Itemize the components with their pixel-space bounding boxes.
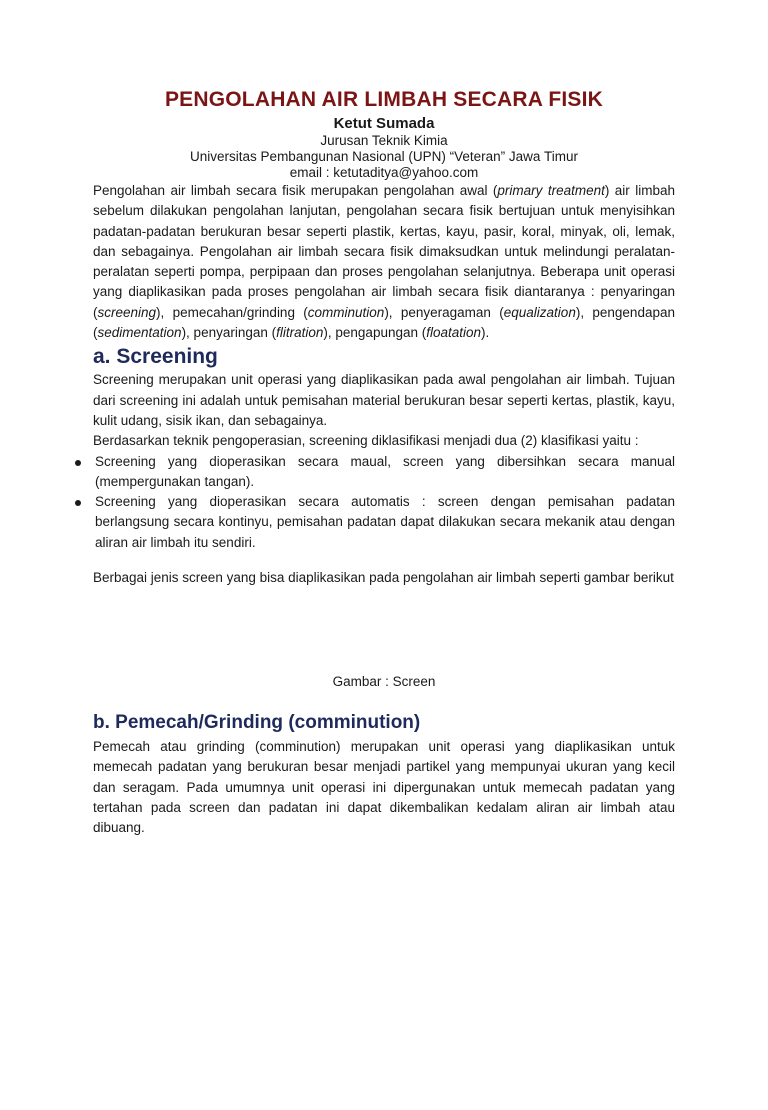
intro-paragraph: Pengolahan air limbah secara fisik merupakan pengolahan awal (primary treatment) air limbah sebelum dilakukan pengolahan lanjutan, pengolahan secara fisik bertujuan untuk menyisihkan padatan-padatan berukuran besar seperti plastik, kertas, kayu, pasir, koral, minyak, oli, lemak, dan sebagainya. Pengolahan air limbah secara fisik dimaksudkan untuk melindungi peralatan-peralatan seperti pompa, perpipaan dan proses pengolahan selanjutnya. Beberapa unit operasi yang diaplikasikan pada proses pengolahan air limbah secara fisik diantaranya : penyaringan (screening), pemecahan/grinding (comminution), penyeragaman (equalization), pengendapan (sedimentation), penyaringan (flitration), pengapungan (floatation).: [93, 183, 675, 341]
document-title: PENGOLAHAN AIR LIMBAH SECARA FISIK: [164, 88, 604, 111]
figure-caption: Gambar : Screen: [332, 674, 436, 690]
author-email: email : ketutaditya@yahoo.com: [289, 165, 479, 180]
bullet-icon: [75, 500, 81, 506]
section-b-paragraph-1: Pemecah atau grinding (comminution) merupakan unit operasi yang diaplikasikan untuk memecah padatan yang berukuran besar menjadi partikel yang mempunyai ukuran yang kecil dan seragam. Pada umumnya unit operasi ini dipergunakan untuk memecah padatan yang tertahan pada screen dan padatan ini dapat dikembalikan kedalam aliran air limbah atau dibuang.: [93, 739, 675, 836]
section-a-heading: a. Screening: [93, 345, 218, 369]
department: Jurusan Teknik Kimia: [320, 133, 448, 148]
bullet-icon: [75, 460, 81, 466]
screening-type-list: [93, 452, 675, 553]
figure-placeholder: [93, 587, 675, 673]
section-b-heading: b. Pemecah/Grinding (comminution): [93, 712, 421, 734]
list-item: Screening yang dioperasikan secara maual, screen yang dibersihkan secara manual (mempergunakan tangan).: [93, 452, 675, 493]
section-a-paragraph-2: Berdasarkan teknik pengoperasian, screening diklasifikasi menjadi dua (2) klasifikasi yaitu :: [93, 433, 639, 449]
document-page: [0, 86, 768, 1110]
list-item: Screening yang dioperasikan secara automatis : screen dengan pemisahan padatan berlangsung secara kontinyu, pemisahan padatan dapat dilakukan secara mekanik atau dengan aliran air limbah itu sendiri.: [93, 492, 675, 553]
section-a-paragraph-1: Screening merupakan unit operasi yang diaplikasikan pada awal pengolahan air limbah. Tujuan dari screening ini adalah untuk pemisahan material berukuran besar seperti kertas, plastik, kayu, kulit udang, sisik ikan, dan sebagainya.: [93, 372, 675, 428]
section-a-paragraph-3: Berbagai jenis screen yang bisa diaplikasikan pada pengolahan air limbah seperti gambar berikut: [93, 570, 674, 586]
author-name: Ketut Sumada: [333, 115, 435, 132]
university: Universitas Pembangunan Nasional (UPN) “Veteran” Jawa Timur: [190, 149, 578, 164]
